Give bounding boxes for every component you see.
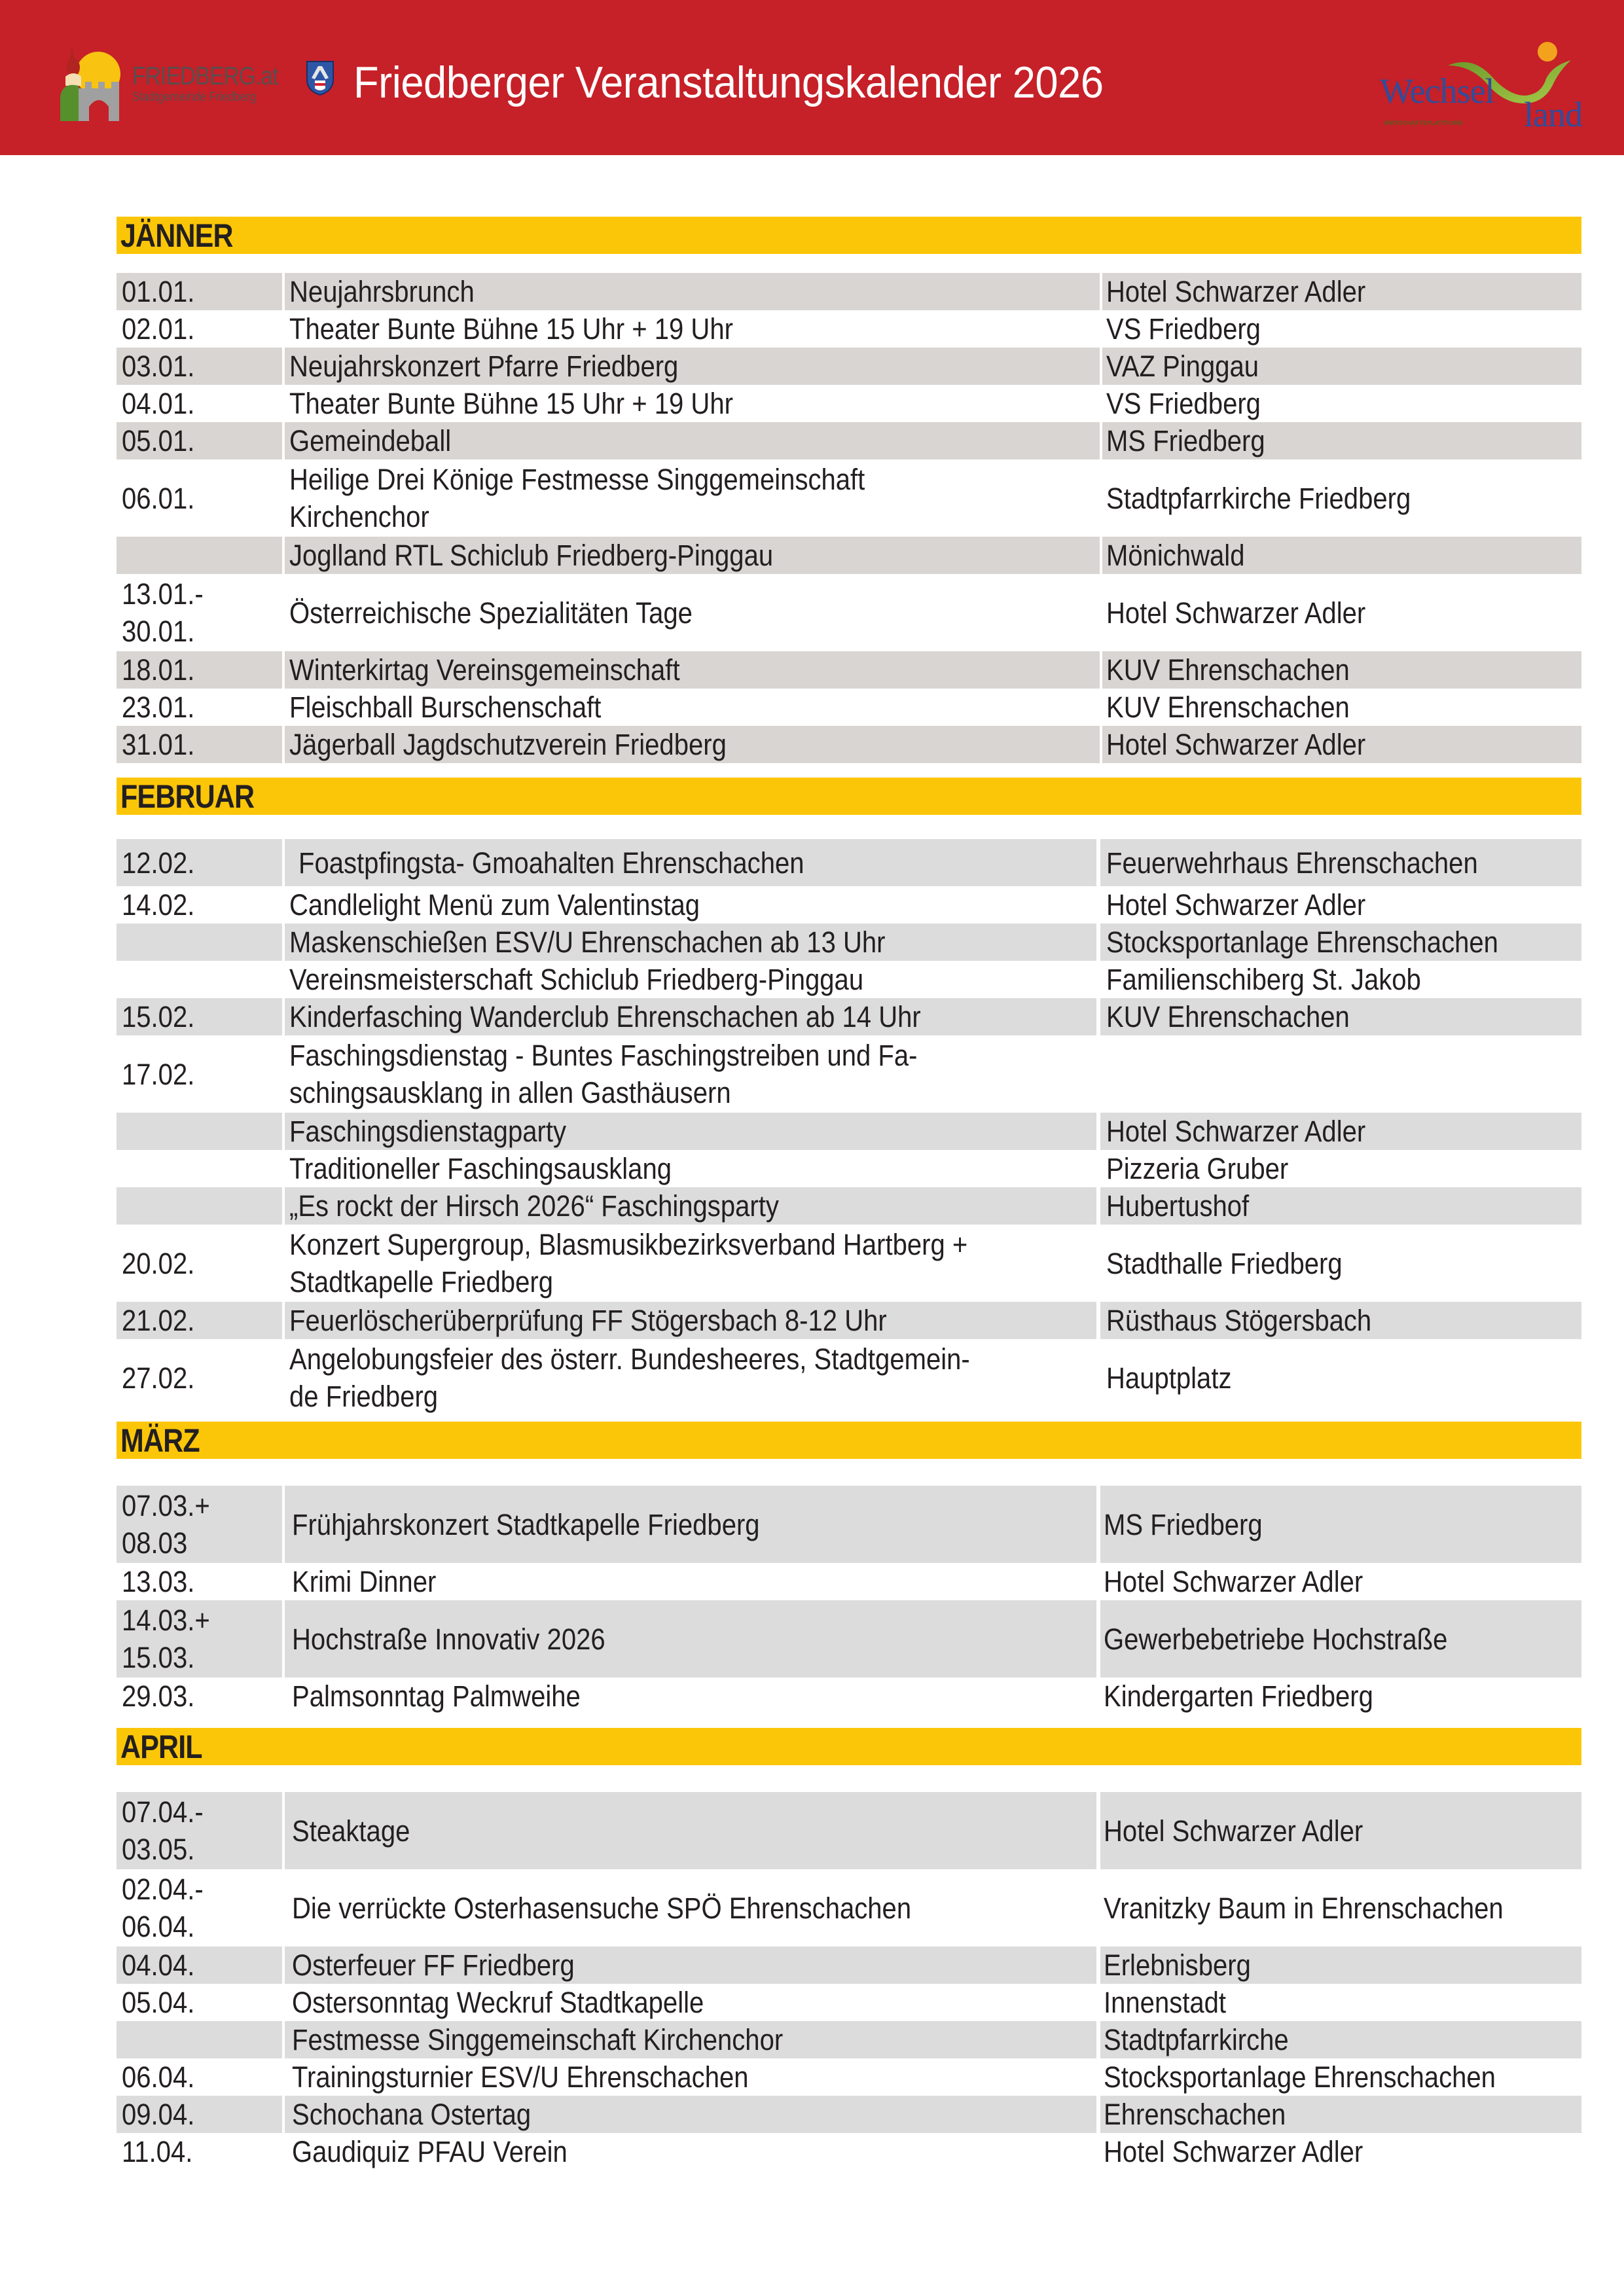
event-date xyxy=(122,2058,279,2096)
event-title xyxy=(289,537,1098,574)
event-location xyxy=(1106,839,1578,886)
event-title-line: Kirchenchor xyxy=(289,500,429,533)
event-title-line: Gemeindeball xyxy=(289,424,452,457)
event-location xyxy=(1106,310,1578,348)
event-title-line: Österreichische Spezialitäten Tage xyxy=(289,596,693,630)
event-title-line: Festmesse Singgemeinschaft Kirchenchor xyxy=(292,2023,784,2056)
event-date-line: 11.04. xyxy=(122,2135,193,2168)
event-row xyxy=(117,839,1581,886)
event-title xyxy=(292,2021,1101,2058)
event-location xyxy=(1106,1225,1578,1302)
event-date-line: 01.01. xyxy=(122,275,195,308)
event-row xyxy=(117,1946,1581,1984)
event-date xyxy=(122,651,279,689)
event-location-line: Hotel Schwarzer Adler xyxy=(1104,2135,1363,2168)
event-date-line: 04.01. xyxy=(122,387,195,420)
event-row xyxy=(117,574,1581,651)
event-title xyxy=(292,1563,1101,1600)
event-row xyxy=(117,924,1581,961)
event-location-line: Erlebnisberg xyxy=(1104,1948,1251,1982)
event-location-line: Hotel Schwarzer Adler xyxy=(1106,1115,1366,1148)
event-title-line: „Es rockt der Hirsch 2026“ Faschingsparty xyxy=(289,1189,779,1223)
event-title xyxy=(289,924,1098,961)
event-location xyxy=(1106,348,1578,385)
event-title-line: Palmsonntag Palmweihe xyxy=(292,1679,581,1713)
month-header xyxy=(117,1728,1581,1765)
event-row xyxy=(117,1035,1581,1113)
event-title xyxy=(298,839,1108,886)
event-row xyxy=(117,1150,1581,1187)
event-date xyxy=(122,2021,279,2058)
event-location xyxy=(1106,726,1578,763)
event-date-line: 12.02. xyxy=(122,846,195,880)
event-location xyxy=(1104,1869,1575,1946)
event-row xyxy=(117,1302,1581,1339)
friedberg-logo[interactable] xyxy=(59,36,334,121)
event-location-line: VS Friedberg xyxy=(1106,387,1261,420)
event-date-line: 02.04.- xyxy=(122,1873,204,1906)
month-section xyxy=(117,1422,1581,1715)
event-title xyxy=(292,2058,1101,2096)
event-title-line: Jägerball Jagdschutzverein Friedberg xyxy=(289,728,727,761)
event-title-line: Faschingsdienstag - Buntes Faschingstreiben und Fa- xyxy=(289,1039,918,1072)
event-location-line: Stadtpfarrkirche xyxy=(1104,2023,1289,2056)
event-location xyxy=(1106,1150,1578,1187)
event-row xyxy=(117,961,1581,998)
event-date xyxy=(122,1150,279,1187)
event-row xyxy=(117,651,1581,689)
event-date-line: 04.04. xyxy=(122,1948,195,1982)
event-location-line: Rüsthaus Stögersbach xyxy=(1106,1304,1372,1337)
event-location xyxy=(1104,1563,1575,1600)
event-date xyxy=(122,1984,279,2021)
event-location-line: Hotel Schwarzer Adler xyxy=(1104,1565,1363,1598)
event-date xyxy=(122,726,279,763)
event-title-line: Trainingsturnier ESV/U Ehrenschachen xyxy=(292,2060,749,2094)
event-row xyxy=(117,2096,1581,2133)
page-title: Friedberger Veranstaltungskalender 2026 xyxy=(353,58,1104,107)
event-location-line: Hotel Schwarzer Adler xyxy=(1106,596,1366,630)
event-date-line: 06.04. xyxy=(122,1910,195,1943)
event-location-line: Hauptplatz xyxy=(1106,1361,1232,1395)
event-title xyxy=(289,459,1098,537)
event-location xyxy=(1104,2058,1575,2096)
event-row xyxy=(117,1339,1581,1416)
event-title xyxy=(292,2096,1101,2133)
month-section xyxy=(117,778,1581,1416)
event-title xyxy=(289,385,1098,422)
event-row xyxy=(117,886,1581,924)
event-title-line: Ostersonntag Weckruf Stadtkapelle xyxy=(292,1986,704,2019)
event-title-line: schingsausklang in allen Gasthäusern xyxy=(289,1076,731,1109)
event-date-line: 18.01. xyxy=(122,653,195,687)
event-title-line: Traditioneller Faschingsausklang xyxy=(289,1152,672,1185)
event-location xyxy=(1104,2096,1575,2133)
event-date xyxy=(122,2096,279,2133)
event-row xyxy=(117,1225,1581,1302)
event-title xyxy=(289,1150,1098,1187)
event-title xyxy=(289,961,1098,998)
event-title-line: Joglland RTL Schiclub Friedberg-Pinggau xyxy=(289,539,774,572)
event-title xyxy=(289,689,1098,726)
event-date-line: 07.04.- xyxy=(122,1795,204,1829)
event-date xyxy=(122,2133,279,2170)
event-title-line: Frühjahrskonzert Stadtkapelle Friedberg xyxy=(292,1507,760,1541)
event-row xyxy=(117,2058,1581,2096)
event-location xyxy=(1104,2133,1575,2170)
event-date-line: 02.01. xyxy=(122,312,195,346)
event-location xyxy=(1104,1600,1575,1677)
event-row xyxy=(117,1984,1581,2021)
event-title-line: Kinderfasching Wanderclub Ehrenschachen ab 14 Uhr xyxy=(289,1000,921,1033)
event-row xyxy=(117,310,1581,348)
event-title xyxy=(292,1946,1101,1984)
event-location xyxy=(1106,1113,1578,1150)
event-location xyxy=(1106,1035,1578,1113)
event-row xyxy=(117,1792,1581,1869)
event-row xyxy=(117,422,1581,459)
event-date xyxy=(122,1869,279,1946)
event-location-line: Innenstadt xyxy=(1104,1986,1227,2019)
event-date xyxy=(122,1302,279,1339)
event-title-line: Winterkirtag Vereinsgemeinschaft xyxy=(289,653,680,687)
event-row xyxy=(117,459,1581,537)
event-date-line: 09.04. xyxy=(122,2098,195,2131)
event-date xyxy=(122,961,279,998)
event-row xyxy=(117,1486,1581,1563)
event-title xyxy=(289,1339,1098,1416)
event-location-line: Stocksportanlage Ehrenschachen xyxy=(1104,2060,1496,2094)
event-location xyxy=(1106,961,1578,998)
event-date-line: 15.02. xyxy=(122,1000,195,1033)
event-row xyxy=(117,1113,1581,1150)
event-row xyxy=(117,1187,1581,1225)
event-date-line: 13.03. xyxy=(122,1565,195,1598)
event-title-line: Faschingsdienstagparty xyxy=(289,1115,567,1148)
event-date-line: 03.05. xyxy=(122,1833,195,1866)
event-date-line: 29.03. xyxy=(122,1679,195,1713)
month-title: MÄRZ xyxy=(120,1422,200,1459)
event-title-line: Vereinsmeisterschaft Schiclub Friedberg-Pinggau xyxy=(289,963,864,996)
event-location xyxy=(1106,651,1578,689)
event-date xyxy=(122,1187,279,1225)
event-title xyxy=(289,273,1098,310)
event-title-line: Stadtkapelle Friedberg xyxy=(289,1265,553,1299)
event-title-line: Foastpfingsta- Gmoahalten Ehrenschachen xyxy=(298,846,804,880)
event-date-line: 31.01. xyxy=(122,728,195,761)
event-date-line: 23.01. xyxy=(122,691,195,724)
event-location xyxy=(1106,1187,1578,1225)
event-location xyxy=(1104,1984,1575,2021)
event-date xyxy=(122,886,279,924)
event-location xyxy=(1106,422,1578,459)
month-header xyxy=(117,1422,1581,1459)
event-title xyxy=(292,1677,1101,1715)
event-date-line: 27.02. xyxy=(122,1361,195,1395)
castle-sun-icon xyxy=(59,36,132,121)
event-location-line: Hotel Schwarzer Adler xyxy=(1106,275,1366,308)
event-title-line: Feuerlöscherüberprüfung FF Stögersbach 8-12 Uhr xyxy=(289,1304,887,1337)
event-location-line: Vranitzky Baum in Ehrenschachen xyxy=(1104,1891,1504,1925)
event-location xyxy=(1106,273,1578,310)
event-date-line: 14.03.+ xyxy=(122,1604,210,1637)
event-title xyxy=(292,1792,1101,1869)
event-row xyxy=(117,1869,1581,1946)
event-location-line: Mönichwald xyxy=(1106,539,1245,572)
event-title-line: Die verrückte Osterhasensuche SPÖ Ehrenschachen xyxy=(292,1891,912,1925)
event-date-line: 13.01.- xyxy=(122,577,204,611)
event-title xyxy=(289,422,1098,459)
event-location xyxy=(1104,1677,1575,1715)
event-title-line: Osterfeuer FF Friedberg xyxy=(292,1948,575,1982)
event-date xyxy=(122,1339,279,1416)
event-location-line: Pizzeria Gruber xyxy=(1106,1152,1289,1185)
event-location xyxy=(1106,886,1578,924)
wechselland-tagline: WIRTSCHAFTSPLATTFORM xyxy=(1384,120,1463,126)
event-date-line: 03.01. xyxy=(122,350,195,383)
event-title xyxy=(289,1187,1098,1225)
event-date xyxy=(122,1225,279,1302)
event-location xyxy=(1104,1946,1575,1984)
month-title: FEBRUAR xyxy=(120,778,255,815)
event-title xyxy=(289,1225,1098,1302)
event-row xyxy=(117,273,1581,310)
event-title xyxy=(289,726,1098,763)
event-date xyxy=(122,1486,279,1563)
event-location xyxy=(1106,1339,1578,1416)
friedberg-subtitle: Stadtgemeinde Friedberg xyxy=(132,90,257,104)
month-title: JÄNNER xyxy=(120,217,233,254)
event-date-line: 30.01. xyxy=(122,615,195,648)
month-section xyxy=(117,1728,1581,2170)
event-date xyxy=(122,1600,279,1677)
event-location-line: VS Friedberg xyxy=(1106,312,1261,346)
event-title xyxy=(292,1600,1101,1677)
event-row xyxy=(117,726,1581,763)
event-date xyxy=(122,459,279,537)
event-title xyxy=(292,1869,1101,1946)
event-title xyxy=(289,998,1098,1035)
event-title xyxy=(289,348,1098,385)
event-title-line: Fleischball Burschenschaft xyxy=(289,691,602,724)
event-location-line: Feuerwehrhaus Ehrenschachen xyxy=(1106,846,1478,880)
event-date xyxy=(122,273,279,310)
event-date-line: 08.03 xyxy=(122,1526,188,1560)
event-date xyxy=(122,839,279,886)
event-title xyxy=(289,574,1098,651)
event-date xyxy=(122,1792,279,1869)
wechselland-word-2: land xyxy=(1524,95,1582,134)
event-date-line: 21.02. xyxy=(122,1304,195,1337)
header-banner xyxy=(0,0,1624,155)
event-title-line: Theater Bunte Bühne 15 Uhr + 19 Uhr xyxy=(289,312,733,346)
month-header xyxy=(117,217,1581,254)
event-title-line: Angelobungsfeier des österr. Bundesheeres, Stadtgemein- xyxy=(289,1342,970,1376)
event-title-line: Hochstraße Innovativ 2026 xyxy=(292,1622,605,1656)
event-title xyxy=(289,1113,1098,1150)
event-location-line: Stadthalle Friedberg xyxy=(1106,1246,1343,1280)
event-row xyxy=(117,537,1581,574)
event-date xyxy=(122,689,279,726)
event-location xyxy=(1106,924,1578,961)
event-row xyxy=(117,385,1581,422)
event-title xyxy=(289,886,1098,924)
event-date-line: 05.01. xyxy=(122,424,195,457)
event-date xyxy=(122,348,279,385)
event-date-line: 14.02. xyxy=(122,888,195,922)
event-location xyxy=(1104,1486,1575,1563)
event-date-line: 06.04. xyxy=(122,2060,195,2094)
event-location xyxy=(1106,574,1578,651)
event-location-line: KUV Ehrenschachen xyxy=(1106,1000,1350,1033)
event-location xyxy=(1106,998,1578,1035)
event-title-line: Konzert Supergroup, Blasmusikbezirksverband Hartberg + xyxy=(289,1228,968,1261)
event-row xyxy=(117,998,1581,1035)
event-title-line: Theater Bunte Bühne 15 Uhr + 19 Uhr xyxy=(289,387,733,420)
event-date-line: 15.03. xyxy=(122,1641,195,1674)
event-title xyxy=(289,1035,1098,1113)
event-row xyxy=(117,1563,1581,1600)
event-location-line: Kindergarten Friedberg xyxy=(1104,1679,1373,1713)
event-location xyxy=(1104,2021,1575,2058)
event-location xyxy=(1106,459,1578,537)
event-title-line: Schochana Ostertag xyxy=(292,2098,532,2131)
event-date xyxy=(122,310,279,348)
event-location-line: Gewerbebetriebe Hochstraße xyxy=(1104,1622,1448,1656)
event-date-line: 07.03.+ xyxy=(122,1489,210,1522)
event-date xyxy=(122,1677,279,1715)
event-location-line: Ehrenschachen xyxy=(1104,2098,1286,2131)
event-title-line: Steaktage xyxy=(292,1814,410,1848)
event-date xyxy=(122,537,279,574)
event-location-line: Hotel Schwarzer Adler xyxy=(1104,1814,1363,1848)
event-date-line: 20.02. xyxy=(122,1246,195,1280)
event-location-line: Hotel Schwarzer Adler xyxy=(1106,728,1366,761)
event-row xyxy=(117,348,1581,385)
event-title-line: Krimi Dinner xyxy=(292,1565,437,1598)
event-title-line: Candlelight Menü zum Valentinstag xyxy=(289,888,700,922)
event-date xyxy=(122,1035,279,1113)
event-location xyxy=(1106,385,1578,422)
event-date xyxy=(122,385,279,422)
month-section xyxy=(117,217,1581,763)
event-title xyxy=(289,310,1098,348)
event-title-line: Maskenschießen ESV/U Ehrenschachen ab 13 Uhr xyxy=(289,925,886,959)
event-date xyxy=(122,422,279,459)
event-location-line: Stadtpfarrkirche Friedberg xyxy=(1106,481,1411,515)
event-location-line: VAZ Pinggau xyxy=(1106,350,1259,383)
event-location xyxy=(1106,689,1578,726)
event-location-line: Hotel Schwarzer Adler xyxy=(1106,888,1366,922)
event-location-line: Stocksportanlage Ehrenschachen xyxy=(1106,925,1498,959)
event-title xyxy=(289,651,1098,689)
wechselland-logo[interactable] xyxy=(1375,39,1597,134)
event-date xyxy=(122,998,279,1035)
friedberg-wordmark: FRIEDBERG.at xyxy=(132,62,278,90)
event-location-line: Familienschiberg St. Jakob xyxy=(1106,963,1421,996)
event-location xyxy=(1106,537,1578,574)
event-title-line: Gaudiquiz PFAU Verein xyxy=(292,2135,568,2168)
event-title xyxy=(292,1984,1101,2021)
event-date-line: 06.01. xyxy=(122,481,195,515)
event-date xyxy=(122,1563,279,1600)
event-row xyxy=(117,1677,1581,1715)
wechselland-word-1: Wechsel xyxy=(1380,71,1494,111)
event-date xyxy=(122,1113,279,1150)
event-title xyxy=(289,1302,1098,1339)
event-location xyxy=(1104,1792,1575,1869)
event-row xyxy=(117,1600,1581,1677)
coat-of-arms-icon xyxy=(305,60,335,96)
event-row xyxy=(117,2021,1581,2058)
event-location-line: MS Friedberg xyxy=(1104,1507,1263,1541)
event-row xyxy=(117,689,1581,726)
event-date xyxy=(122,574,279,651)
event-title-line: Neujahrskonzert Pfarre Friedberg xyxy=(289,350,679,383)
event-location-line: KUV Ehrenschachen xyxy=(1106,653,1350,687)
event-date-line: 05.04. xyxy=(122,1986,195,2019)
event-title-line: Neujahrsbrunch xyxy=(289,275,475,308)
month-title: APRIL xyxy=(120,1729,202,1765)
event-title-line: Heilige Drei Könige Festmesse Singgemeinschaft xyxy=(289,463,865,496)
event-location-line: KUV Ehrenschachen xyxy=(1106,691,1350,724)
month-header xyxy=(117,778,1581,815)
event-location-line: MS Friedberg xyxy=(1106,424,1265,457)
event-location xyxy=(1106,1302,1578,1339)
event-date xyxy=(122,924,279,961)
event-title xyxy=(292,1486,1101,1563)
event-date xyxy=(122,1946,279,1984)
event-row xyxy=(117,2133,1581,2170)
event-title xyxy=(292,2133,1101,2170)
event-calendar xyxy=(117,217,1581,2185)
event-date-line: 17.02. xyxy=(122,1057,195,1091)
event-title-line: de Friedberg xyxy=(289,1380,439,1413)
event-location-line: Hubertushof xyxy=(1106,1189,1250,1223)
